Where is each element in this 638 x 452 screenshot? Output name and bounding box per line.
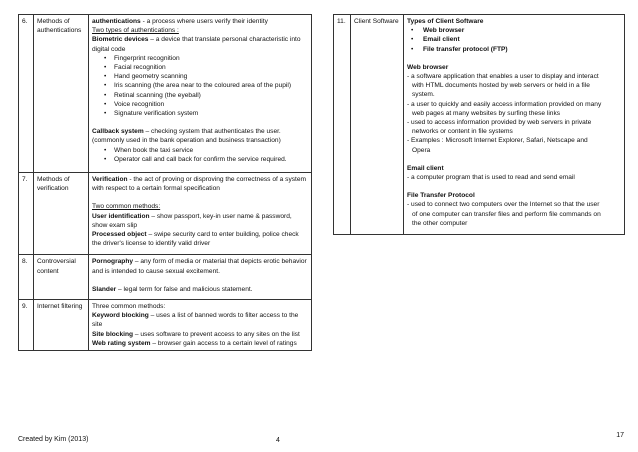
text-line: - used to connect two computers over the Internet so that the user — [407, 201, 600, 209]
note-line: (commonly used in the bank operation and business transaction) — [92, 137, 281, 145]
row-topic: Controversial content — [34, 255, 89, 300]
row-content — [89, 173, 312, 255]
subheading: Two common methods: — [92, 203, 161, 211]
text-line: system. — [412, 91, 435, 99]
list-item: • Hand geometry scanning — [106, 72, 308, 81]
row-number: 9. — [19, 300, 34, 351]
page-number: 17 — [616, 432, 624, 439]
term: Processed object — [92, 231, 147, 239]
section-title: Types of Client Software — [407, 18, 484, 25]
row-topic: Methods of authentications — [34, 15, 89, 173]
definition: – any form of media or material that depicts erotic behavior and is intended to cause sexual excitement. — [92, 258, 307, 275]
section-title: Web browser — [407, 63, 449, 71]
definition: – browser gain access to a certain level of ratings — [150, 339, 297, 347]
definition-line — [92, 311, 308, 329]
row-number: 11. — [334, 15, 351, 235]
definition-line — [92, 330, 308, 339]
list-item: • Web browser — [409, 26, 621, 35]
term: Keyword blocking — [92, 312, 149, 320]
definition: – checking system that authenticates the user. — [143, 128, 281, 136]
list-item: • Facial recognition — [106, 63, 308, 72]
definition-line — [92, 17, 308, 26]
row-content — [89, 255, 312, 300]
definition-line — [92, 175, 308, 193]
footer-credit: Created by Kim (2013) — [18, 436, 89, 443]
list-item: • File transfer protocol (FTP) — [409, 45, 621, 54]
table-row — [19, 173, 312, 255]
list-item: • Iris scanning (the area near to the coloured area of the pupil) — [106, 81, 308, 90]
text-line: - used to access information provided by web servers in private — [407, 119, 592, 127]
term: Callback system — [92, 128, 144, 136]
row-content — [89, 300, 312, 351]
row-topic: Internet filtering — [34, 300, 89, 351]
table-row — [19, 15, 312, 173]
row-content — [89, 15, 312, 173]
definition: - a process where users verify their identity — [140, 18, 268, 25]
right-notes-table — [333, 14, 625, 235]
list-item: • Operator call and call back for confirm the service required. — [106, 155, 308, 164]
left-notes-table — [18, 14, 312, 351]
definition: – legal term for false and malicious statement. — [116, 285, 253, 293]
text-line: - Examples : Microsoft Internet Explorer, Safari, Netscape and — [407, 137, 588, 145]
table-row — [19, 255, 312, 300]
definition: - the act of proving or disproving the correctness of a system with respect to a certain formal specification — [92, 176, 307, 193]
term: Web rating system — [92, 339, 151, 347]
term: authentications — [92, 18, 141, 25]
list-item: • Fingerprint recognition — [106, 54, 308, 63]
term: Verification — [92, 176, 128, 184]
list-item: • Signature verification system — [106, 109, 308, 118]
definition: – swipe security card to enter building, police check the driver's license to identify valid driver — [92, 231, 299, 248]
row-number: 7. — [19, 173, 34, 255]
row-content — [404, 15, 625, 235]
definition-line — [92, 35, 308, 53]
definition: – uses a list of banned words to filter access to the site — [92, 312, 299, 329]
text-line: with HTML documents hosted by web servers or held in a file — [412, 82, 590, 90]
biometric-list — [92, 54, 308, 118]
term: Site blocking — [92, 330, 134, 338]
list-item: • When book the taxi service — [106, 146, 308, 155]
table-row — [19, 300, 312, 351]
list-item: • Retinal scanning (the eyeball) — [106, 91, 308, 100]
client-types-list — [407, 26, 621, 54]
definition-line — [92, 257, 308, 275]
section-title: Email client — [407, 164, 444, 172]
definition-line — [92, 127, 308, 136]
definition: – a device that translate personal characteristic into digital code — [92, 36, 301, 53]
table-row — [334, 15, 625, 235]
list-item: • Email client — [409, 35, 621, 44]
definition-line — [92, 212, 308, 230]
text-line: - a user to quickly and easily access information provided on many — [407, 100, 602, 108]
page-number: 4 — [276, 437, 280, 444]
text-line: - a computer program that is used to read and send email — [407, 174, 575, 182]
text-line: web pages at many websites by surfing these links — [412, 109, 561, 117]
row-topic: Methods of verification — [34, 173, 89, 255]
term: Biometric devices — [92, 36, 149, 44]
text-line: Opera — [412, 146, 431, 154]
callback-list — [92, 146, 308, 164]
text-line: - a software application that enables a user to display and interact — [407, 73, 599, 81]
row-topic: Client Software — [351, 15, 404, 235]
definition-line — [92, 230, 308, 248]
term: Pornography — [92, 258, 134, 266]
row-number: 6. — [19, 15, 34, 173]
list-item: • Voice recognition — [106, 100, 308, 109]
row-number: 8. — [19, 255, 34, 300]
subheading: Two types of authentications : — [92, 27, 179, 35]
text-line: networks or content in file systems — [412, 128, 513, 136]
definition: – show passport, key-in user name & password, show exam slip — [92, 212, 292, 229]
right-page — [319, 0, 638, 452]
intro-line: Three common methods: — [92, 303, 166, 311]
section-title: File Transfer Protocol — [407, 192, 475, 200]
text-line: of one computer can transfer files and perform file commands on — [412, 210, 601, 218]
definition-line — [92, 285, 308, 294]
term: User identification — [92, 212, 150, 220]
definition: – uses software to prevent access to any sites on the list — [133, 330, 300, 338]
definition-line — [92, 339, 308, 348]
term: Slander — [92, 285, 117, 293]
text-line: the other computer — [412, 219, 468, 227]
